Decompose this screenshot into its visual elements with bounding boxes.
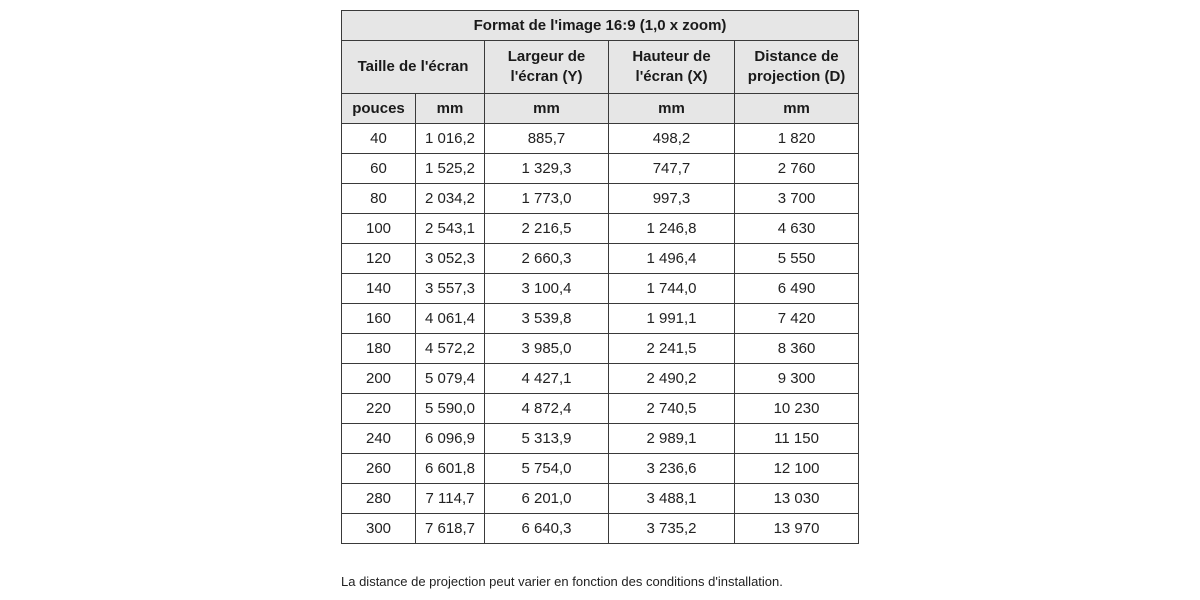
cell-height-mm: 1 991,1 — [609, 304, 735, 334]
cell-height-mm: 2 241,5 — [609, 334, 735, 364]
projection-table-container — [341, 10, 858, 544]
table-row — [342, 304, 859, 334]
header-screen-size: Taille de l'écran — [342, 41, 485, 94]
cell-size-mm: 6 601,8 — [416, 454, 485, 484]
cell-size-mm: 3 557,3 — [416, 274, 485, 304]
table-row — [342, 364, 859, 394]
cell-size-inches: 140 — [342, 274, 416, 304]
cell-size-mm: 1 525,2 — [416, 154, 485, 184]
table-row — [342, 334, 859, 364]
cell-height-mm: 2 989,1 — [609, 424, 735, 454]
cell-distance-mm: 13 030 — [735, 484, 859, 514]
cell-size-mm: 2 034,2 — [416, 184, 485, 214]
cell-height-mm: 2 490,2 — [609, 364, 735, 394]
cell-distance-mm: 13 970 — [735, 514, 859, 544]
cell-size-mm: 5 590,0 — [416, 394, 485, 424]
cell-width-mm: 4 427,1 — [485, 364, 609, 394]
cell-width-mm: 885,7 — [485, 124, 609, 154]
cell-width-mm: 1 773,0 — [485, 184, 609, 214]
cell-distance-mm: 11 150 — [735, 424, 859, 454]
cell-distance-mm: 3 700 — [735, 184, 859, 214]
cell-size-inches: 260 — [342, 454, 416, 484]
cell-width-mm: 5 754,0 — [485, 454, 609, 484]
cell-height-mm: 997,3 — [609, 184, 735, 214]
cell-height-mm: 2 740,5 — [609, 394, 735, 424]
table-row — [342, 394, 859, 424]
unit-inches: pouces — [342, 94, 416, 124]
table-row — [342, 214, 859, 244]
cell-size-mm: 3 052,3 — [416, 244, 485, 274]
cell-width-mm: 3 100,4 — [485, 274, 609, 304]
cell-width-mm: 3 539,8 — [485, 304, 609, 334]
cell-height-mm: 1 246,8 — [609, 214, 735, 244]
table-row — [342, 514, 859, 544]
table-row — [342, 244, 859, 274]
unit-height-mm: mm — [609, 94, 735, 124]
cell-height-mm: 498,2 — [609, 124, 735, 154]
cell-size-mm: 7 618,7 — [416, 514, 485, 544]
cell-width-mm: 2 660,3 — [485, 244, 609, 274]
table-header-row — [342, 41, 859, 94]
footnote: La distance de projection peut varier en fonction des conditions d'installation. — [341, 574, 783, 589]
cell-size-mm: 1 016,2 — [416, 124, 485, 154]
cell-size-mm: 2 543,1 — [416, 214, 485, 244]
cell-width-mm: 3 985,0 — [485, 334, 609, 364]
cell-size-mm: 4 061,4 — [416, 304, 485, 334]
cell-distance-mm: 6 490 — [735, 274, 859, 304]
cell-size-mm: 7 114,7 — [416, 484, 485, 514]
cell-size-inches: 300 — [342, 514, 416, 544]
unit-size-mm: mm — [416, 94, 485, 124]
cell-size-inches: 100 — [342, 214, 416, 244]
cell-width-mm: 1 329,3 — [485, 154, 609, 184]
cell-size-inches: 200 — [342, 364, 416, 394]
cell-size-inches: 180 — [342, 334, 416, 364]
cell-distance-mm: 1 820 — [735, 124, 859, 154]
cell-size-mm: 5 079,4 — [416, 364, 485, 394]
table-title: Format de l'image 16:9 (1,0 x zoom) — [342, 11, 859, 41]
cell-distance-mm: 4 630 — [735, 214, 859, 244]
cell-distance-mm: 12 100 — [735, 454, 859, 484]
cell-size-inches: 120 — [342, 244, 416, 274]
cell-height-mm: 3 735,2 — [609, 514, 735, 544]
table-row — [342, 484, 859, 514]
table-row — [342, 274, 859, 304]
cell-height-mm: 3 488,1 — [609, 484, 735, 514]
table-unit-row — [342, 94, 859, 124]
cell-distance-mm: 10 230 — [735, 394, 859, 424]
cell-distance-mm: 8 360 — [735, 334, 859, 364]
cell-distance-mm: 7 420 — [735, 304, 859, 334]
cell-size-mm: 6 096,9 — [416, 424, 485, 454]
table-row — [342, 454, 859, 484]
cell-height-mm: 1 744,0 — [609, 274, 735, 304]
table-body — [342, 124, 859, 544]
cell-distance-mm: 5 550 — [735, 244, 859, 274]
cell-width-mm: 6 201,0 — [485, 484, 609, 514]
cell-size-inches: 220 — [342, 394, 416, 424]
cell-width-mm: 2 216,5 — [485, 214, 609, 244]
cell-size-inches: 80 — [342, 184, 416, 214]
unit-width-mm: mm — [485, 94, 609, 124]
cell-size-mm: 4 572,2 — [416, 334, 485, 364]
cell-height-mm: 3 236,6 — [609, 454, 735, 484]
cell-size-inches: 280 — [342, 484, 416, 514]
cell-width-mm: 4 872,4 — [485, 394, 609, 424]
unit-distance-mm: mm — [735, 94, 859, 124]
table-row — [342, 154, 859, 184]
header-projection-distance: Distance de projection (D) — [735, 41, 859, 94]
cell-size-inches: 160 — [342, 304, 416, 334]
table-row — [342, 184, 859, 214]
cell-height-mm: 747,7 — [609, 154, 735, 184]
cell-height-mm: 1 496,4 — [609, 244, 735, 274]
header-screen-height: Hauteur de l'écran (X) — [609, 41, 735, 94]
cell-distance-mm: 2 760 — [735, 154, 859, 184]
table-title-row — [342, 11, 859, 41]
cell-size-inches: 240 — [342, 424, 416, 454]
table-row — [342, 424, 859, 454]
cell-size-inches: 40 — [342, 124, 416, 154]
cell-width-mm: 6 640,3 — [485, 514, 609, 544]
projection-distance-table — [341, 10, 859, 544]
header-screen-width: Largeur de l'écran (Y) — [485, 41, 609, 94]
cell-size-inches: 60 — [342, 154, 416, 184]
cell-width-mm: 5 313,9 — [485, 424, 609, 454]
cell-distance-mm: 9 300 — [735, 364, 859, 394]
table-row — [342, 124, 859, 154]
